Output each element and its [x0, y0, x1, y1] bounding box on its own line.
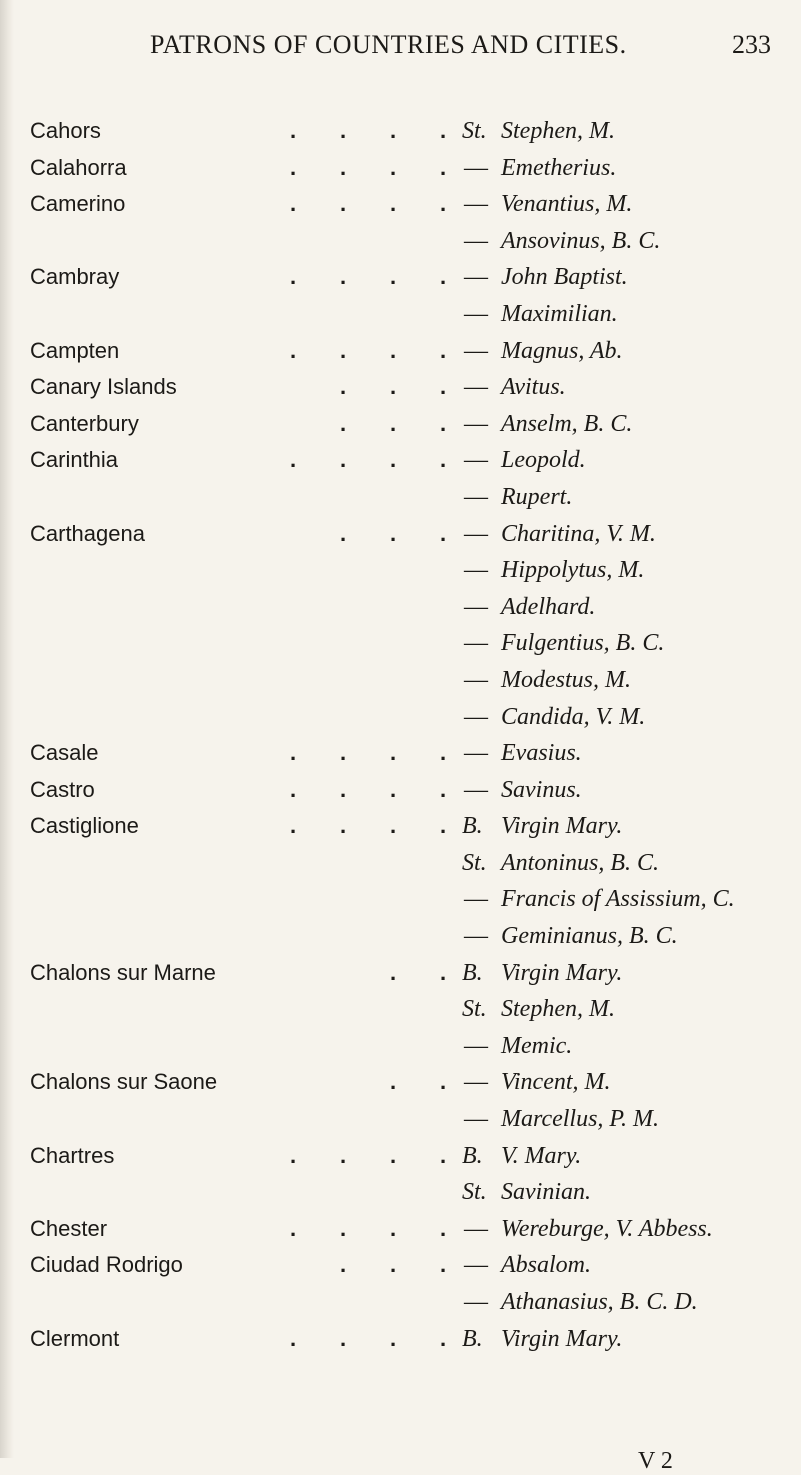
list-item — [0, 259, 801, 296]
patron-prefix: — — [464, 374, 488, 401]
place-name: Ciudad Rodrigo . . . — [30, 1252, 447, 1278]
patron-prefix: — — [464, 1106, 488, 1133]
place-name: Canterbury . . . — [30, 410, 447, 436]
patron-prefix: — — [464, 483, 488, 510]
patron-saint: Anselm, B. C. — [501, 410, 633, 437]
list-item — [0, 625, 801, 662]
patron-prefix: St. — [462, 118, 487, 144]
list-item — [0, 1138, 801, 1175]
patron-saint: Leopold. — [501, 447, 586, 474]
patron-prefix: St. — [462, 1179, 487, 1206]
patron-saint: Virgin Mary. — [501, 1325, 623, 1352]
list-item — [0, 808, 801, 845]
list-item — [0, 296, 801, 333]
place-name: Calahorra . . . . — [30, 154, 447, 180]
patron-saint: Adelhard. — [501, 593, 596, 620]
place-name: Chartres . . . . — [30, 1142, 447, 1168]
place-name: Chester . . . . — [30, 1215, 447, 1241]
patron-saint: Emetherius. — [501, 154, 617, 181]
patron-prefix: — — [464, 1215, 488, 1242]
patron-saint: Fulgentius, B. C. — [501, 630, 665, 657]
list-item — [0, 479, 801, 516]
list-item — [0, 1321, 801, 1358]
patron-prefix: St. — [462, 849, 487, 876]
patron-prefix: — — [464, 630, 488, 657]
patron-saint: V. Mary. — [501, 1142, 582, 1169]
list-item — [0, 1211, 801, 1248]
patron-saint: Maximilian. — [501, 300, 618, 327]
list-item — [0, 735, 801, 772]
patron-saint: Stephen, M. — [501, 996, 615, 1023]
place-name: Camerino . . . . — [30, 191, 447, 217]
list-item — [0, 442, 801, 479]
patron-saint: Vincent, M. — [501, 1069, 611, 1096]
patron-saint: Athanasius, B. C. D. — [501, 1289, 698, 1315]
patron-saint: John Baptist. — [501, 264, 628, 291]
list-item — [0, 991, 801, 1028]
patron-saint: Evasius. — [501, 740, 582, 767]
place-name: Campten . . . . — [30, 337, 447, 363]
patron-prefix: — — [464, 410, 488, 437]
list-item — [0, 113, 801, 150]
place-name: Cahors . . . . — [30, 118, 447, 143]
patron-prefix: St. — [462, 996, 487, 1023]
patron-list — [0, 113, 801, 1357]
patron-saint: Geminianus, B. C. — [501, 923, 678, 950]
list-item — [0, 1064, 801, 1101]
patron-prefix: B. — [462, 1325, 483, 1352]
patron-prefix: — — [464, 740, 488, 767]
place-name: Canary Islands . . . — [30, 374, 447, 400]
place-name: Clermont . . . . — [30, 1325, 447, 1351]
patron-prefix: — — [464, 154, 488, 181]
place-name: Carinthia . . . . — [30, 447, 447, 473]
list-item — [0, 1028, 801, 1065]
list-item — [0, 589, 801, 626]
signature-mark: V 2 — [638, 1448, 673, 1474]
list-item — [0, 918, 801, 955]
patron-prefix: — — [464, 191, 488, 218]
patron-prefix: — — [464, 886, 488, 913]
patron-prefix: — — [464, 1252, 488, 1279]
list-item — [0, 699, 801, 736]
list-item — [0, 223, 801, 260]
list-item — [0, 1101, 801, 1138]
patron-prefix: — — [464, 1032, 488, 1059]
patron-saint: Avitus. — [501, 374, 566, 401]
place-name: Cambray . . . . — [30, 264, 447, 290]
patron-prefix: — — [464, 557, 488, 584]
patron-saint: Francis of Assissium, C. — [501, 886, 735, 913]
patron-saint: Ansovinus, B. C. — [501, 227, 661, 254]
patron-saint: Stephen, M. — [501, 118, 615, 144]
patron-prefix: — — [464, 447, 488, 474]
patron-prefix: — — [464, 703, 488, 730]
list-item — [0, 406, 801, 443]
list-item — [0, 369, 801, 406]
place-name: Casale . . . . — [30, 740, 447, 766]
list-item — [0, 955, 801, 992]
patron-prefix: — — [464, 1289, 488, 1315]
patron-saint: Charitina, V. M. — [501, 520, 656, 547]
patron-prefix: — — [464, 666, 488, 693]
patron-prefix: — — [464, 1069, 488, 1096]
place-name: Chalons sur Saone . . — [30, 1069, 447, 1095]
place-name: Castiglione . . . . — [30, 813, 447, 839]
patron-prefix: — — [464, 923, 488, 950]
patron-saint: Wereburge, V. Abbess. — [501, 1215, 713, 1242]
patron-saint: Savinus. — [501, 776, 582, 803]
patron-saint: Rupert. — [501, 483, 573, 510]
patron-saint: Marcellus, P. M. — [501, 1106, 659, 1133]
patron-saint: Savinian. — [501, 1179, 591, 1206]
patron-saint: Hippolytus, M. — [501, 557, 645, 584]
list-item — [0, 845, 801, 882]
list-item — [0, 186, 801, 223]
patron-prefix: — — [464, 593, 488, 620]
list-item — [0, 1174, 801, 1211]
patron-prefix: — — [464, 227, 488, 254]
place-name: Chalons sur Marne . . — [30, 959, 447, 985]
list-item — [0, 662, 801, 699]
patron-prefix: — — [464, 300, 488, 327]
patron-prefix: B. — [462, 813, 483, 840]
list-item — [0, 881, 801, 918]
list-item — [0, 150, 801, 187]
patron-saint: Candida, V. M. — [501, 703, 646, 730]
list-item — [0, 1284, 801, 1321]
place-name: Carthagena . . . — [30, 520, 447, 546]
page-header — [0, 30, 801, 70]
page-number: 233 — [732, 30, 771, 59]
patron-saint: Venantius, M. — [501, 191, 633, 218]
patron-saint: Modestus, M. — [501, 666, 631, 693]
patron-saint: Virgin Mary. — [501, 959, 623, 986]
list-item — [0, 552, 801, 589]
list-item — [0, 516, 801, 553]
place-name: Castro . . . . — [30, 776, 447, 802]
patron-prefix: — — [464, 776, 488, 803]
list-item — [0, 333, 801, 370]
patron-saint: Virgin Mary. — [501, 813, 623, 840]
list-item — [0, 1247, 801, 1284]
patron-saint: Antoninus, B. C. — [501, 849, 660, 876]
patron-prefix: — — [464, 337, 488, 364]
patron-saint: Absalom. — [501, 1252, 591, 1279]
patron-saint: Memic. — [501, 1032, 573, 1059]
patron-prefix: — — [464, 264, 488, 291]
list-item — [0, 772, 801, 809]
running-title: PATRONS OF COUNTRIES AND CITIES. — [150, 30, 627, 59]
patron-prefix: B. — [462, 1142, 483, 1169]
patron-prefix: — — [464, 520, 488, 547]
patron-saint: Magnus, Ab. — [501, 337, 623, 364]
patron-prefix: B. — [462, 959, 483, 986]
